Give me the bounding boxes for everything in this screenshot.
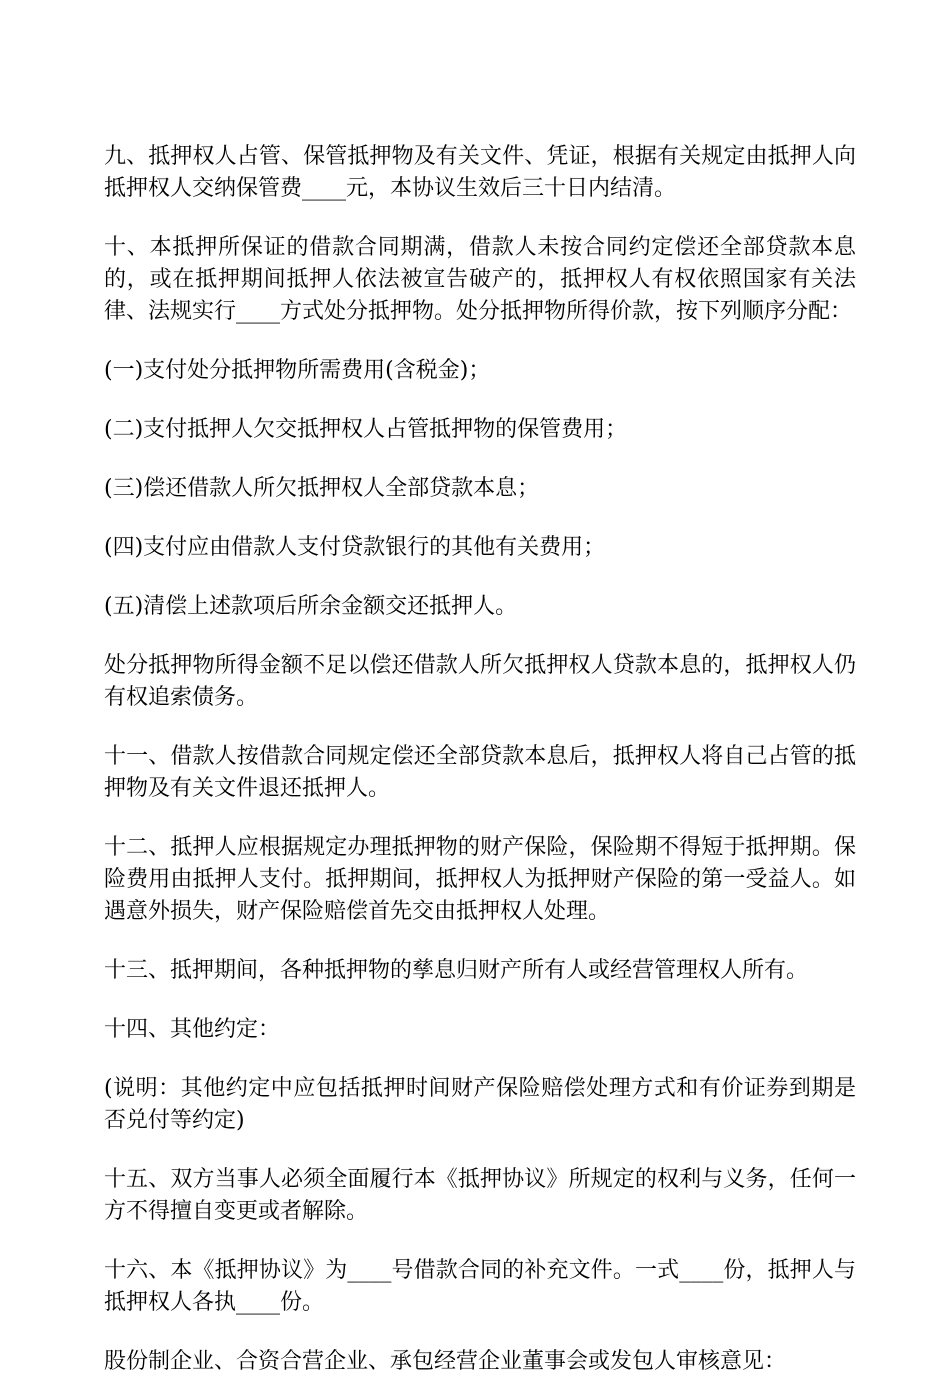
clause-ten: 十、本抵押所保证的借款合同期满，借款人未按合同约定偿还全部贷款本息的，或在抵押期间抵押人依法被宣告破产的，抵押权人有权依照国家有关法律、法规实行____方式处分抵押物。处分抵押物所得价款，按下列顺序分配：: [104, 235, 856, 324]
distribution-item-3: (三)偿还借款人所欠抵押权人全部贷款本息；: [104, 476, 540, 501]
distribution-item-5: (五)清偿上述款项后所余金额交还抵押人。: [104, 594, 518, 619]
shortfall-paragraph: 处分抵押物所得金额不足以偿还借款人所欠抵押权人贷款本息的，抵押权人仍有权追索债务。: [104, 653, 856, 710]
distribution-item-2: (二)支付抵押人欠交抵押权人占管抵押物的保管费用；: [104, 417, 628, 442]
clause-thirteen: 十三、抵押期间，各种抵押物的孳息归财产所有人或经营管理权人所有。: [104, 958, 809, 983]
document-body: [104, 141, 856, 1378]
clause-fifteen: 十五、双方当事人必须全面履行本《抵押协议》所规定的权利与义务，任何一方不得擅自变更或者解除。: [104, 1167, 856, 1224]
clause-eleven: 十一、借款人按借款合同规定偿还全部贷款本息后，抵押权人将自己占管的抵押物及有关文件退还抵押人。: [104, 744, 856, 801]
distribution-item-4: (四)支付应由借款人支付贷款银行的其他有关费用；: [104, 535, 606, 560]
clause-fourteen-note: (说明：其他约定中应包括抵押时间财产保险赔偿处理方式和有价证券到期是否兑付等约定): [104, 1076, 856, 1133]
clause-sixteen: 十六、本《抵押协议》为____号借款合同的补充文件。一式____份，抵押人与抵押权人各执____份。: [104, 1258, 856, 1315]
distribution-item-1: (一)支付处分抵押物所需费用(含税金)；: [104, 358, 491, 383]
clause-nine: 九、抵押权人占管、保管抵押物及有关文件、凭证，根据有关规定由抵押人向抵押权人交纳保管费____元，本协议生效后三十日内结清。: [104, 144, 856, 201]
clause-twelve: 十二、抵押人应根据规定办理抵押物的财产保险，保险期不得短于抵押期。保险费用由抵押人支付。抵押期间，抵押权人为抵押财产保险的第一受益人。如遇意外损失，财产保险赔偿首先交由抵押权人处理。: [104, 835, 856, 924]
clause-fourteen: 十四、其他约定：: [104, 1017, 281, 1042]
review-opinion-heading: 股份制企业、合资合营企业、承包经营企业董事会或发包人审核意见：: [104, 1349, 787, 1374]
